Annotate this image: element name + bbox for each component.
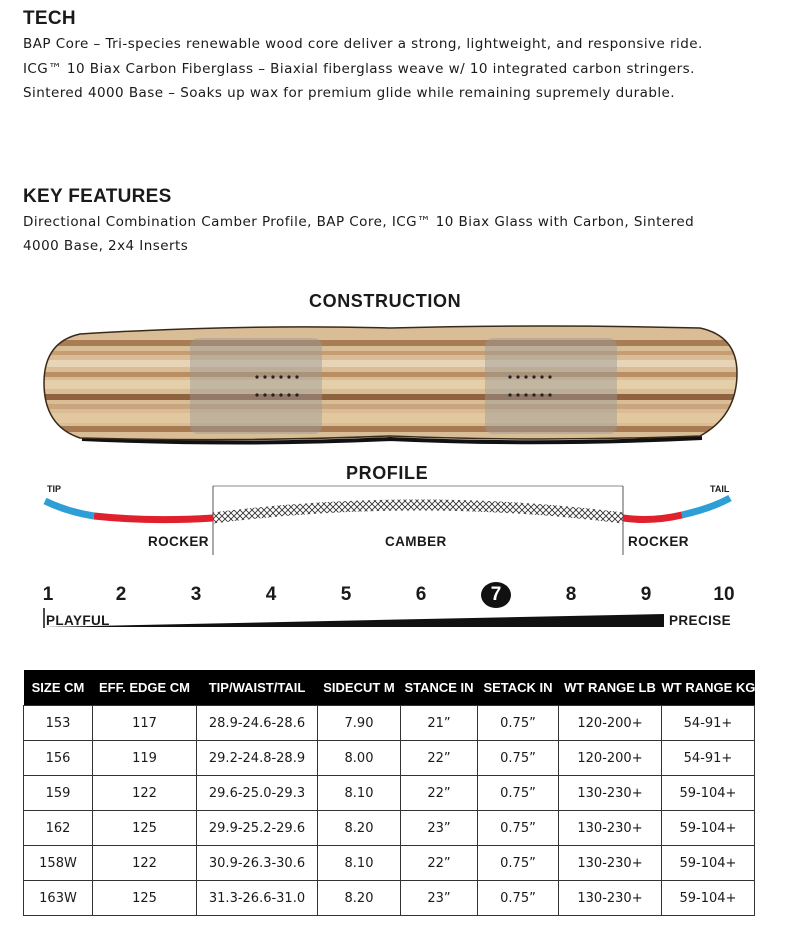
cell-stance: 23” xyxy=(401,811,478,846)
cell-size: 162 xyxy=(24,811,93,846)
cell-wt-kg: 59-104+ xyxy=(662,846,755,881)
key-features-line-1: Directional Combination Camber Profile, BAP Core, ICG™ 10 Biax Glass with Carbon, Sintered xyxy=(23,214,695,230)
scale-number-1: 1 xyxy=(42,584,54,605)
cell-sidecut: 8.20 xyxy=(318,811,401,846)
tail-section xyxy=(682,498,730,515)
cell-setback: 0.75” xyxy=(478,741,559,776)
scale-number-10: 10 xyxy=(713,584,735,605)
precise-label: PRECISE xyxy=(669,613,732,628)
cell-stance: 23” xyxy=(401,881,478,916)
header-wt-range-lb: WT RANGE LB xyxy=(559,670,662,706)
table-row xyxy=(24,811,755,846)
profile-tip-label: TIP xyxy=(47,484,62,494)
cell-eff-edge: 125 xyxy=(93,881,197,916)
cell-wt-kg: 54-91+ xyxy=(662,706,755,741)
cell-sidecut: 8.10 xyxy=(318,846,401,881)
rocker-right-section xyxy=(623,515,682,519)
cell-eff-edge: 125 xyxy=(93,811,197,846)
header-wt-range-kg: WT RANGE KG xyxy=(662,670,755,706)
cell-size: 163W xyxy=(24,881,93,916)
scale-number-6: 6 xyxy=(415,584,427,605)
snowboard-construction-illustration xyxy=(40,318,740,453)
cell-wt-lb: 130-230+ xyxy=(559,776,662,811)
header-setback-in: SETACK IN xyxy=(478,670,559,706)
scale-number-7-selected: 7 xyxy=(481,582,511,608)
cell-wt-lb: 120-200+ xyxy=(559,741,662,776)
cell-size: 159 xyxy=(24,776,93,811)
header-size-cm: SIZE CM xyxy=(24,670,93,706)
cell-stance: 22” xyxy=(401,741,478,776)
cell-setback: 0.75” xyxy=(478,706,559,741)
cell-eff-edge: 119 xyxy=(93,741,197,776)
specs-table xyxy=(23,670,755,916)
specs-header-row xyxy=(24,670,755,706)
cell-eff-edge: 122 xyxy=(93,846,197,881)
scale-number-9: 9 xyxy=(640,584,652,605)
scale-number-3: 3 xyxy=(190,584,202,605)
tech-line-bap-core: BAP Core – Tri-species renewable wood core deliver a strong, lightweight, and responsive ride. xyxy=(23,36,703,52)
cell-setback: 0.75” xyxy=(478,881,559,916)
cell-tip-waist-tail: 31.3-26.6-31.0 xyxy=(197,881,318,916)
cell-setback: 0.75” xyxy=(478,811,559,846)
cell-sidecut: 8.20 xyxy=(318,881,401,916)
header-sidecut-m: SIDECUT M xyxy=(318,670,401,706)
camber-label: CAMBER xyxy=(385,534,447,549)
profile-tail-label: TAIL xyxy=(710,484,730,494)
cell-wt-lb: 130-230+ xyxy=(559,811,662,846)
table-row xyxy=(24,741,755,776)
cell-wt-kg: 54-91+ xyxy=(662,741,755,776)
cell-wt-kg: 59-104+ xyxy=(662,881,755,916)
cell-sidecut: 8.10 xyxy=(318,776,401,811)
cell-stance: 21” xyxy=(401,706,478,741)
cell-wt-kg: 59-104+ xyxy=(662,776,755,811)
scale-number-2: 2 xyxy=(115,584,127,605)
cell-wt-lb: 130-230+ xyxy=(559,881,662,916)
scale-number-4: 4 xyxy=(265,584,277,605)
cell-wt-lb: 120-200+ xyxy=(559,706,662,741)
tip-section xyxy=(45,501,94,516)
cell-sidecut: 8.00 xyxy=(318,741,401,776)
cell-sidecut: 7.90 xyxy=(318,706,401,741)
rocker-left-section xyxy=(94,516,213,520)
rocker-left-label: ROCKER xyxy=(148,534,209,549)
construction-title: CONSTRUCTION xyxy=(309,291,462,311)
header-tip-waist-tail: TIP/WAIST/TAIL xyxy=(197,670,318,706)
cell-stance: 22” xyxy=(401,776,478,811)
tech-line-sintered-base: Sintered 4000 Base – Soaks up wax for premium glide while remaining supremely durable. xyxy=(23,85,676,101)
header-stance-in: STANCE IN xyxy=(401,670,478,706)
table-row xyxy=(24,881,755,916)
key-features-heading: KEY FEATURES xyxy=(23,186,172,207)
table-row xyxy=(24,706,755,741)
playful-label: PLAYFUL xyxy=(46,613,110,628)
cell-tip-waist-tail: 29.6-25.0-29.3 xyxy=(197,776,318,811)
camber-section xyxy=(213,505,623,518)
tech-heading: TECH xyxy=(23,8,76,29)
cell-eff-edge: 122 xyxy=(93,776,197,811)
scale-number-8: 8 xyxy=(565,584,577,605)
cell-wt-lb: 130-230+ xyxy=(559,846,662,881)
cell-size: 156 xyxy=(24,741,93,776)
key-features-line-2: 4000 Base, 2x4 Inserts xyxy=(23,238,189,254)
cell-setback: 0.75” xyxy=(478,846,559,881)
cell-wt-kg: 59-104+ xyxy=(662,811,755,846)
cell-tip-waist-tail: 28.9-24.6-28.6 xyxy=(197,706,318,741)
cell-eff-edge: 117 xyxy=(93,706,197,741)
table-row xyxy=(24,846,755,881)
scale-number-5: 5 xyxy=(340,584,352,605)
header-eff-edge-cm: EFF. EDGE CM xyxy=(93,670,197,706)
cell-setback: 0.75” xyxy=(478,776,559,811)
cell-size: 158W xyxy=(24,846,93,881)
rocker-right-label: ROCKER xyxy=(628,534,689,549)
cell-tip-waist-tail: 29.2-24.8-28.9 xyxy=(197,741,318,776)
profile-title: PROFILE xyxy=(346,463,429,483)
playful-precise-wedge xyxy=(0,600,785,630)
tech-line-icg-fiberglass: ICG™ 10 Biax Carbon Fiberglass – Biaxial fiberglass weave w/ 10 integrated carbon stringers. xyxy=(23,61,695,77)
cell-stance: 22” xyxy=(401,846,478,881)
cell-tip-waist-tail: 30.9-26.3-30.6 xyxy=(197,846,318,881)
table-row xyxy=(24,776,755,811)
cell-tip-waist-tail: 29.9-25.2-29.6 xyxy=(197,811,318,846)
cell-size: 153 xyxy=(24,706,93,741)
